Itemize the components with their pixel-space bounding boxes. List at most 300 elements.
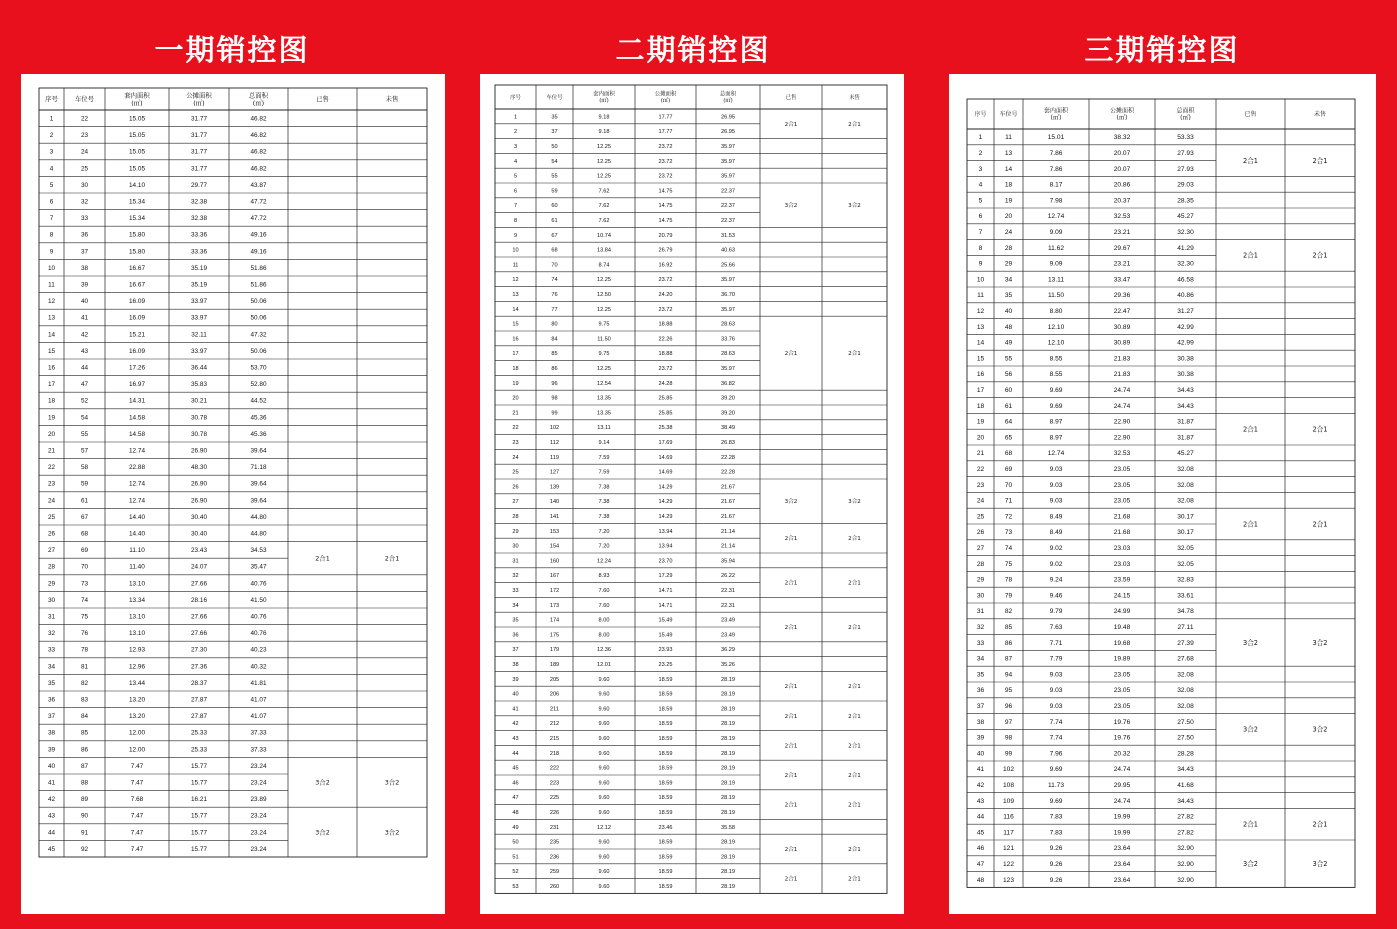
row-number-cell: 11 (48, 281, 55, 289)
area-cell: 13.11 (597, 425, 611, 432)
area-cell: 18.59 (658, 676, 673, 683)
space-number-cell: 119 (550, 454, 559, 461)
area-cell: 26.90 (191, 497, 207, 505)
space-number-cell: 75 (80, 613, 89, 621)
row-number-cell: 5 (49, 181, 54, 189)
space-number-cell: 64 (1004, 418, 1013, 426)
panel-3-table (949, 74, 1376, 914)
area-cell: 26.90 (191, 480, 207, 488)
area-cell: 12.25 (597, 306, 611, 313)
space-number-cell: 179 (549, 647, 560, 654)
row-number-cell: 18 (47, 397, 56, 405)
area-cell: 24.74 (1113, 797, 1131, 805)
area-cell: 23.72 (658, 277, 673, 284)
area-cell: 18.59 (658, 735, 673, 742)
space-number-cell: 96 (551, 380, 558, 387)
unsold-status-cell: 2合1 (848, 713, 861, 720)
row-number-cell: 33 (47, 646, 56, 654)
area-cell: 45.36 (250, 414, 267, 422)
area-cell: 9.60 (598, 780, 610, 787)
space-number-cell: 13 (1004, 150, 1013, 158)
sold-status-cell: 2合1 (784, 536, 798, 543)
row-number-cell: 5 (978, 197, 983, 205)
space-number-cell: 123 (1002, 876, 1015, 884)
row-number-cell: 34 (976, 655, 985, 663)
area-cell: 28.19 (721, 735, 735, 742)
area-cell: 16.92 (658, 262, 673, 269)
area-cell: 15.77 (191, 812, 207, 820)
row-number-cell: 29 (47, 580, 56, 588)
unsold-status-cell: 2合1 (848, 743, 861, 750)
row-number-cell: 47 (976, 861, 985, 869)
area-cell: 24.74 (1113, 766, 1131, 774)
area-cell: 15.01 (1047, 134, 1065, 142)
area-cell: 23.24 (250, 812, 267, 820)
area-cell: 23.49 (721, 632, 735, 639)
area-cell: 28.19 (721, 795, 735, 802)
space-number-cell: 37 (80, 248, 89, 256)
area-cell: 27.93 (1177, 150, 1194, 158)
area-cell: 23.03 (1113, 560, 1131, 568)
space-number-cell: 231 (549, 824, 560, 831)
sold-status-cell: 2合1 (1243, 820, 1258, 829)
unsold-status-cell: 2合1 (848, 121, 861, 128)
area-cell: 45.36 (250, 430, 267, 438)
space-number-cell: 61 (551, 217, 558, 224)
space-number-cell: 44 (80, 364, 89, 372)
space-number-cell: 82 (1004, 608, 1013, 616)
row-number-cell: 11 (512, 262, 519, 269)
area-cell: 9.60 (598, 735, 610, 742)
area-cell: 12.24 (597, 558, 611, 565)
space-number-cell: 84 (80, 713, 89, 721)
row-number-cell: 21 (976, 450, 985, 458)
area-cell: 22.31 (721, 602, 735, 609)
row-number-cell: 30 (512, 543, 519, 550)
area-cell: 7.74 (1049, 734, 1063, 742)
row-number-cell: 19 (512, 380, 519, 387)
row-number-cell: 28 (47, 563, 56, 571)
area-cell: 31.77 (191, 132, 207, 140)
area-cell: 12.25 (597, 143, 611, 150)
sold-status-cell: 2合1 (1243, 520, 1258, 529)
area-cell: 14.69 (658, 469, 673, 476)
sold-status-cell: 2合1 (784, 684, 798, 691)
area-cell: 19.99 (1113, 829, 1131, 837)
area-cell: 9.14 (598, 439, 610, 446)
row-number-cell: 27 (47, 547, 56, 555)
row-number-cell: 44 (47, 829, 56, 837)
area-cell: 7.62 (598, 188, 610, 195)
area-cell: 9.60 (598, 883, 610, 890)
area-cell: 8.93 (598, 573, 610, 580)
area-cell: 9.79 (1049, 608, 1063, 616)
area-cell: 31.53 (721, 232, 735, 239)
space-number-cell: 86 (1004, 639, 1013, 647)
row-number-cell: 10 (976, 276, 985, 284)
space-number-cell: 70 (1004, 481, 1013, 489)
row-number-cell: 41 (512, 706, 519, 713)
area-cell: 40.32 (250, 663, 267, 671)
unsold-status-cell: 3合2 (384, 828, 400, 837)
row-number-cell: 35 (976, 671, 985, 679)
space-number-cell: 55 (80, 430, 89, 438)
area-cell: 28.19 (721, 854, 735, 861)
area-cell: 36.70 (721, 291, 735, 298)
area-cell: 20.37 (1113, 197, 1131, 205)
area-cell: 30.38 (1177, 371, 1194, 379)
space-number-cell: 127 (549, 469, 560, 476)
area-cell: 22.37 (721, 203, 735, 210)
space-number-cell: 11 (1005, 134, 1012, 142)
area-cell: 32.08 (1177, 466, 1194, 474)
unsold-status-cell: 2合1 (384, 554, 400, 563)
area-cell: 15.05 (129, 132, 145, 140)
area-cell: 12.25 (597, 277, 611, 284)
row-number-cell: 38 (976, 718, 985, 726)
space-number-cell: 19 (1004, 197, 1013, 205)
panel-2-table (480, 74, 904, 914)
row-number-cell: 40 (512, 691, 519, 698)
space-number-cell: 60 (1004, 387, 1013, 395)
area-cell: 9.18 (598, 129, 610, 136)
space-number-cell: 121 (1002, 845, 1015, 853)
area-cell: 46.82 (250, 132, 267, 140)
space-number-cell: 24 (1004, 229, 1013, 237)
area-cell: 7.98 (1049, 197, 1063, 205)
row-number-cell: 16 (976, 371, 985, 379)
space-number-cell: 75 (1004, 560, 1013, 568)
area-cell: 19.89 (1113, 655, 1131, 663)
area-cell: 28.19 (721, 691, 735, 698)
row-number-cell: 43 (512, 735, 519, 742)
row-number-cell: 24 (512, 454, 519, 461)
area-cell: 9.02 (1049, 560, 1063, 568)
area-cell: 13.11 (1047, 276, 1065, 284)
area-cell: 15.49 (658, 632, 673, 639)
column-header: 总面积(㎡) (1176, 107, 1195, 122)
area-cell: 24.15 (1113, 592, 1131, 600)
area-cell: 51.86 (250, 264, 267, 272)
unsold-status-cell: 3合2 (1312, 860, 1328, 869)
row-number-cell: 10 (512, 247, 519, 254)
area-cell: 35.94 (721, 558, 735, 565)
area-cell: 38.32 (1113, 134, 1131, 142)
area-cell: 30.78 (191, 430, 207, 438)
area-cell: 10.74 (597, 232, 611, 239)
area-cell: 27.82 (1177, 813, 1194, 821)
space-number-cell: 59 (80, 480, 89, 488)
space-number-cell: 205 (549, 676, 560, 683)
unsold-status-cell: 3合2 (848, 499, 861, 506)
row-number-cell: 47 (512, 795, 519, 802)
area-cell: 40.76 (250, 630, 267, 638)
area-cell: 17.26 (129, 364, 145, 372)
area-cell: 32.38 (191, 215, 207, 223)
row-number-cell: 32 (512, 573, 519, 580)
area-cell: 28.19 (721, 809, 735, 816)
area-cell: 31.87 (1177, 434, 1194, 442)
row-number-cell: 48 (976, 876, 985, 884)
area-cell: 8.55 (1049, 355, 1063, 363)
space-number-cell: 116 (1003, 813, 1014, 821)
area-cell: 30.17 (1177, 529, 1194, 537)
area-cell: 12.01 (597, 661, 611, 668)
area-cell: 25.38 (658, 425, 673, 432)
row-number-cell: 39 (512, 676, 519, 683)
space-number-cell: 96 (1004, 703, 1013, 711)
area-cell: 23.24 (250, 762, 267, 770)
space-number-cell: 211 (550, 706, 559, 713)
area-cell: 9.18 (598, 114, 610, 121)
area-cell: 40.63 (721, 247, 735, 254)
area-cell: 19.76 (1113, 718, 1131, 726)
row-number-cell: 2 (49, 132, 54, 140)
area-cell: 12.10 (1047, 339, 1065, 347)
area-cell: 43.87 (250, 181, 267, 189)
space-number-cell: 109 (1002, 797, 1015, 805)
sold-status-cell: 2合1 (784, 743, 798, 750)
space-number-cell: 68 (80, 530, 89, 538)
area-cell: 30.17 (1177, 513, 1194, 521)
area-cell: 23.70 (658, 558, 673, 565)
area-cell: 21.68 (1113, 529, 1131, 537)
space-number-cell: 42 (80, 331, 89, 339)
area-cell: 8.49 (1049, 513, 1063, 521)
area-cell: 39.64 (250, 497, 267, 505)
row-number-cell: 6 (513, 188, 518, 195)
unsold-status-cell: 3合2 (384, 778, 400, 787)
area-cell: 7.83 (1049, 813, 1063, 821)
space-number-cell: 172 (549, 587, 560, 594)
row-number-cell: 4 (978, 181, 983, 189)
space-number-cell: 25 (80, 165, 89, 173)
space-number-cell: 35 (551, 114, 558, 121)
area-cell: 52.80 (250, 381, 267, 389)
row-number-cell: 21 (512, 410, 519, 417)
panel-1-sheet (21, 74, 445, 914)
area-cell: 13.35 (597, 410, 611, 417)
area-cell: 25.66 (721, 262, 735, 269)
space-number-cell: 108 (1002, 782, 1015, 790)
area-cell: 7.62 (598, 217, 610, 224)
area-cell: 23.64 (1113, 861, 1131, 869)
space-number-cell: 94 (1004, 671, 1013, 679)
area-cell: 33.61 (1177, 592, 1194, 600)
area-cell: 32.08 (1177, 481, 1194, 489)
area-cell: 32.53 (1113, 213, 1131, 221)
row-number-cell: 6 (978, 213, 983, 221)
area-cell: 24.74 (1113, 402, 1131, 410)
space-number-cell: 74 (551, 277, 558, 284)
area-cell: 9.75 (598, 351, 610, 358)
row-number-cell: 46 (976, 845, 985, 853)
area-cell: 18.59 (658, 869, 673, 876)
area-cell: 32.08 (1177, 703, 1194, 711)
area-cell: 9.60 (598, 854, 610, 861)
area-cell: 47.72 (250, 215, 267, 223)
area-cell: 35.97 (721, 173, 735, 180)
area-cell: 22.28 (721, 469, 735, 476)
space-number-cell: 73 (80, 580, 89, 588)
row-number-cell: 18 (512, 365, 519, 372)
area-cell: 24.74 (1113, 387, 1131, 395)
area-cell: 9.60 (598, 795, 610, 802)
space-number-cell: 38 (80, 264, 89, 272)
column-header: 已售 (785, 94, 797, 101)
row-number-cell: 44 (976, 813, 985, 821)
space-number-cell: 80 (551, 321, 558, 328)
space-number-cell: 79 (1004, 592, 1013, 600)
area-cell: 9.69 (1049, 766, 1063, 774)
area-cell: 9.03 (1049, 497, 1063, 505)
space-number-cell: 212 (549, 721, 560, 728)
row-number-cell: 25 (976, 513, 985, 521)
area-cell: 15.34 (129, 215, 145, 223)
space-number-cell: 22 (80, 115, 89, 123)
space-number-cell: 20 (1004, 213, 1013, 221)
column-header: 未售 (385, 95, 399, 104)
area-cell: 32.11 (191, 331, 207, 339)
area-cell: 23.64 (1113, 845, 1131, 853)
area-cell: 23.72 (658, 365, 673, 372)
area-cell: 32.90 (1177, 876, 1194, 884)
area-cell: 28.35 (1177, 197, 1194, 205)
area-cell: 14.10 (129, 181, 145, 189)
area-cell: 27.50 (1177, 734, 1194, 742)
row-number-cell: 29 (512, 528, 519, 535)
space-number-cell: 59 (551, 188, 558, 195)
column-header: 序号 (510, 94, 521, 101)
area-cell: 21.83 (1113, 355, 1131, 363)
row-number-cell: 8 (978, 244, 983, 252)
space-number-cell: 167 (549, 573, 560, 580)
space-number-cell: 88 (80, 779, 89, 787)
space-number-cell: 89 (80, 796, 89, 804)
area-cell: 9.03 (1049, 703, 1063, 711)
area-cell: 12.25 (597, 365, 611, 372)
space-number-cell: 154 (549, 543, 560, 550)
area-cell: 47.32 (250, 331, 267, 339)
sold-status-cell: 2合1 (1243, 156, 1258, 165)
area-cell: 30.40 (191, 530, 207, 538)
area-cell: 9.26 (1049, 845, 1063, 853)
space-number-cell: 32 (80, 198, 89, 206)
row-number-cell: 3 (513, 143, 518, 150)
row-number-cell: 26 (976, 529, 985, 537)
row-number-cell: 46 (512, 780, 519, 787)
area-cell: 14.71 (658, 602, 673, 609)
space-number-cell: 74 (1004, 545, 1013, 553)
area-cell: 27.68 (1177, 655, 1194, 663)
area-cell: 15.77 (191, 779, 207, 787)
area-cell: 12.74 (1047, 213, 1065, 221)
area-cell: 23.72 (658, 306, 673, 313)
space-number-cell: 67 (80, 513, 89, 521)
row-number-cell: 27 (976, 545, 985, 553)
unsold-status-cell: 2合1 (848, 846, 861, 853)
space-number-cell: 77 (551, 306, 558, 313)
row-number-cell: 22 (976, 466, 985, 474)
row-number-cell: 50 (512, 839, 519, 846)
column-header: 套内面积(㎡) (1043, 107, 1069, 122)
area-cell: 42.99 (1177, 339, 1194, 347)
area-cell: 39.64 (250, 480, 267, 488)
area-cell: 27.66 (191, 580, 207, 588)
row-number-cell: 36 (47, 696, 56, 704)
area-cell: 32.05 (1177, 545, 1194, 553)
unsold-status-cell: 2合1 (848, 580, 861, 587)
area-cell: 23.03 (1113, 545, 1131, 553)
area-cell: 31.77 (191, 165, 207, 173)
area-cell: 21.14 (721, 543, 735, 550)
row-number-cell: 31 (47, 613, 56, 621)
area-cell: 15.34 (129, 198, 145, 206)
area-cell: 17.77 (658, 129, 673, 136)
space-number-cell: 61 (80, 497, 89, 505)
sold-status-cell: 3合2 (1243, 725, 1258, 734)
unsold-status-cell: 3合2 (848, 203, 861, 210)
area-cell: 14.40 (129, 513, 145, 521)
area-cell: 13.35 (597, 395, 611, 402)
area-cell: 34.43 (1177, 797, 1194, 805)
area-cell: 23.24 (250, 779, 267, 787)
area-cell: 7.59 (598, 469, 610, 476)
column-header: 未售 (1313, 111, 1327, 119)
area-cell: 30.38 (1177, 355, 1194, 363)
area-cell: 28.16 (191, 596, 207, 604)
row-number-cell: 13 (47, 314, 56, 322)
area-cell: 53.33 (1177, 134, 1194, 142)
sold-status-cell: 2合1 (315, 554, 330, 563)
area-cell: 9.60 (598, 839, 610, 846)
area-cell: 14.58 (129, 430, 145, 438)
area-cell: 33.97 (191, 347, 207, 355)
row-number-cell: 22 (512, 425, 519, 432)
area-cell: 12.93 (129, 646, 145, 654)
area-cell: 33.47 (1113, 276, 1131, 284)
area-cell: 14.29 (658, 513, 673, 520)
area-cell: 34.43 (1177, 402, 1194, 410)
space-number-cell: 67 (551, 232, 558, 239)
space-number-cell: 141 (549, 513, 560, 520)
sold-status-cell: 2合1 (784, 713, 798, 720)
area-cell: 8.97 (1049, 418, 1063, 426)
area-cell: 26.79 (658, 247, 673, 254)
area-cell: 9.60 (598, 809, 610, 816)
panel-1-table (21, 74, 445, 914)
area-cell: 36.44 (191, 364, 207, 372)
row-number-cell: 39 (47, 746, 56, 754)
unsold-status-cell: 2合1 (848, 772, 861, 779)
unsold-status-cell: 2合1 (848, 351, 861, 358)
row-number-cell: 27 (512, 499, 519, 506)
area-cell: 32.53 (1113, 450, 1131, 458)
space-number-cell: 82 (80, 679, 89, 687)
row-number-cell: 28 (976, 560, 985, 568)
space-number-cell: 260 (549, 883, 560, 890)
space-number-cell: 97 (1004, 718, 1013, 726)
area-cell: 15.49 (658, 617, 673, 624)
area-cell: 11.10 (129, 547, 145, 555)
row-number-cell: 35 (47, 679, 56, 687)
space-number-cell: 47 (80, 381, 89, 389)
area-cell: 18.59 (658, 750, 673, 757)
space-number-cell: 52 (80, 397, 89, 405)
row-number-cell: 37 (47, 713, 56, 721)
sold-status-cell: 3合2 (784, 203, 798, 210)
area-cell: 40.86 (1177, 292, 1194, 300)
